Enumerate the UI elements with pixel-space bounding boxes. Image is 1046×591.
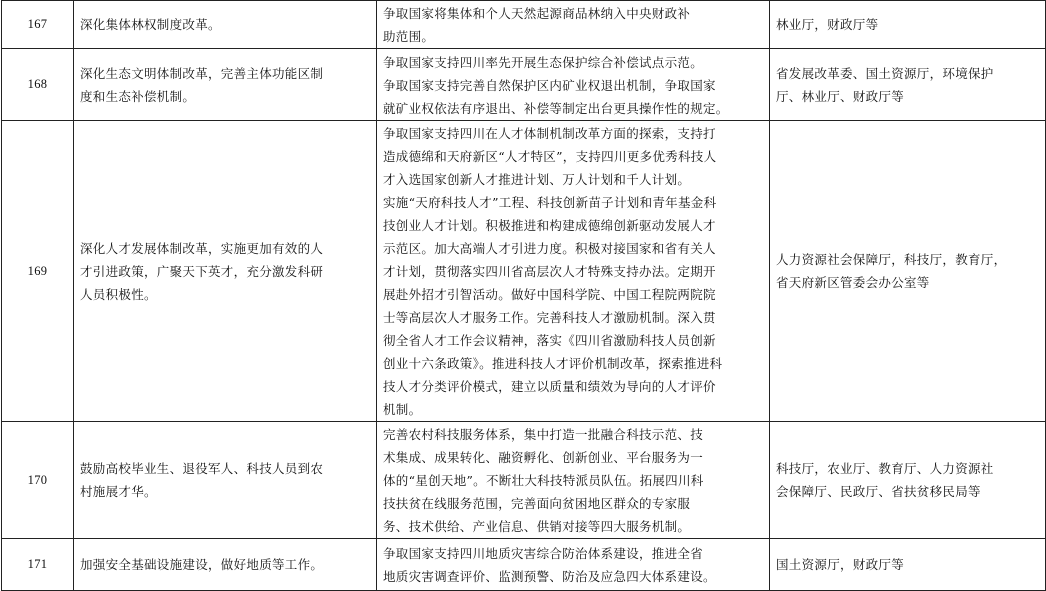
requirement-line: 技扶贫在线服务范围，完善面向贫困地区群众的专家服 <box>383 496 691 511</box>
requirement-cell <box>377 49 770 121</box>
requirement-line: 展赴外招才引智活动。做好中国科学院、中国工程院两院院 <box>383 287 716 302</box>
requirement-line: 示范区。加大高端人才引进力度。积极对接国家和省有关人 <box>383 241 716 256</box>
task-cell <box>74 49 377 121</box>
row-number: 171 <box>2 539 74 591</box>
task-line: 度和生态补偿机制。 <box>80 88 196 104</box>
row-number: 168 <box>2 49 74 121</box>
department-line: 科技厅，农业厅、教育厅、人力资源社 <box>776 461 994 476</box>
department-line: 厅、林业厅、财政厅等 <box>776 88 905 104</box>
requirement-line: 士等高层次人才服务工作。完善科技人才激励机制。深入贯 <box>383 310 716 325</box>
department-line: 人力资源社会保障厅，科技厅，教育厅， <box>776 252 1007 267</box>
requirement-cell <box>377 121 770 422</box>
requirement-line: 争取国家支持四川率先开展生态保护综合补偿试点示范。 <box>383 54 704 70</box>
department-line: 林业厅，财政厅等 <box>776 17 879 32</box>
requirement-line: 技创业人才计划。积极推进和构建成德绵创新驱动发展人才 <box>383 218 716 233</box>
row-number: 169 <box>2 121 74 422</box>
task-line: 加强安全基础设施建设，做好地质等工作。 <box>80 557 324 572</box>
department-line: 国土资源厅，财政厅等 <box>776 557 905 572</box>
requirement-line: 就矿业权依法有序退出、补偿等制定出台更具操作性的规定。 <box>383 100 729 116</box>
department-cell <box>770 422 1046 539</box>
table-row <box>2 49 1046 121</box>
table-row <box>2 121 1046 422</box>
department-line: 省发展改革委、国土资源厅，环境保护 <box>776 65 994 81</box>
task-line: 村施展才华。 <box>80 484 157 499</box>
department-cell <box>770 49 1046 121</box>
requirement-line: 争取国家将集体和个人天然起源商品林纳入中央财政补 <box>383 6 691 21</box>
task-line: 才引进政策，广聚天下英才，充分激发科研 <box>80 263 324 279</box>
row-number: 167 <box>2 1 74 49</box>
task-line: 深化集体林权制度改革。 <box>80 17 221 32</box>
requirement-line: 完善农村科技服务体系，集中打造一批融合科技示范、技 <box>383 427 704 442</box>
requirement-line: 技人才分类评价模式，建立以质量和绩效为导向的人才评价 <box>383 379 716 394</box>
requirement-line: 才计划，贯彻落实四川省高层次人才特殊支持办法。定期开 <box>383 264 716 279</box>
task-cell <box>74 1 377 49</box>
task-line: 人员积极性。 <box>80 286 157 302</box>
table-row <box>2 1 1046 49</box>
requirement-line: 彻全省人才工作会议精神，落实《四川省激励科技人员创新 <box>383 333 716 348</box>
table-row <box>2 422 1046 539</box>
requirement-line: 体的“星创天地”。不断壮大科技特派员队伍。拓展四川科 <box>383 473 704 488</box>
task-line: 深化人才发展体制改革，实施更加有效的人 <box>80 240 324 256</box>
requirement-cell <box>377 422 770 539</box>
department-cell <box>770 121 1046 422</box>
department-line: 省天府新区管委会办公室等 <box>776 275 930 290</box>
department-cell <box>770 539 1046 591</box>
requirement-line: 争取国家支持四川地质灾害综合防治体系建设，推进全省 <box>383 546 704 561</box>
requirement-cell <box>377 539 770 591</box>
requirement-line: 机制。 <box>383 402 422 417</box>
requirement-line: 争取国家支持四川在人才体制机制改革方面的探索，支持打 <box>383 126 716 141</box>
requirement-line: 才入选国家创新人才推进计划、万人计划和千人计划。 <box>383 172 691 187</box>
department-line: 会保障厅、民政厅、省扶贫移民局等 <box>776 484 981 499</box>
task-cell <box>74 422 377 539</box>
requirement-line: 地质灾害调查评价、监测预警、防治及应急四大体系建设。 <box>383 569 716 584</box>
task-line: 鼓励高校毕业生、退役军人、科技人员到农 <box>80 461 324 476</box>
task-line: 深化生态文明体制改革，完善主体功能区制 <box>80 65 324 81</box>
task-cell <box>74 121 377 422</box>
requirement-line: 创业十六条政策》。推进科技人才评价机制改革，探索推进科 <box>383 356 723 371</box>
table-row <box>2 539 1046 591</box>
requirement-line: 术集成、成果转化、融资孵化、创新创业、平台服务为一 <box>383 450 704 465</box>
policy-table <box>1 0 1046 591</box>
requirement-cell <box>377 1 770 49</box>
task-cell <box>74 539 377 591</box>
department-cell <box>770 1 1046 49</box>
requirement-line: 争取国家支持完善自然保护区内矿业权退出机制，争取国家 <box>383 77 716 93</box>
requirement-line: 实施“天府科技人才”工程、科技创新苗子计划和青年基金科 <box>383 195 717 210</box>
row-number: 170 <box>2 422 74 539</box>
requirement-line: 务、技术供给、产业信息、供销对接等四大服务机制。 <box>383 519 691 534</box>
requirement-line: 造成德绵和天府新区“人才特区”，支持四川更多优秀科技人 <box>383 149 717 164</box>
requirement-line: 助范围。 <box>383 29 435 44</box>
